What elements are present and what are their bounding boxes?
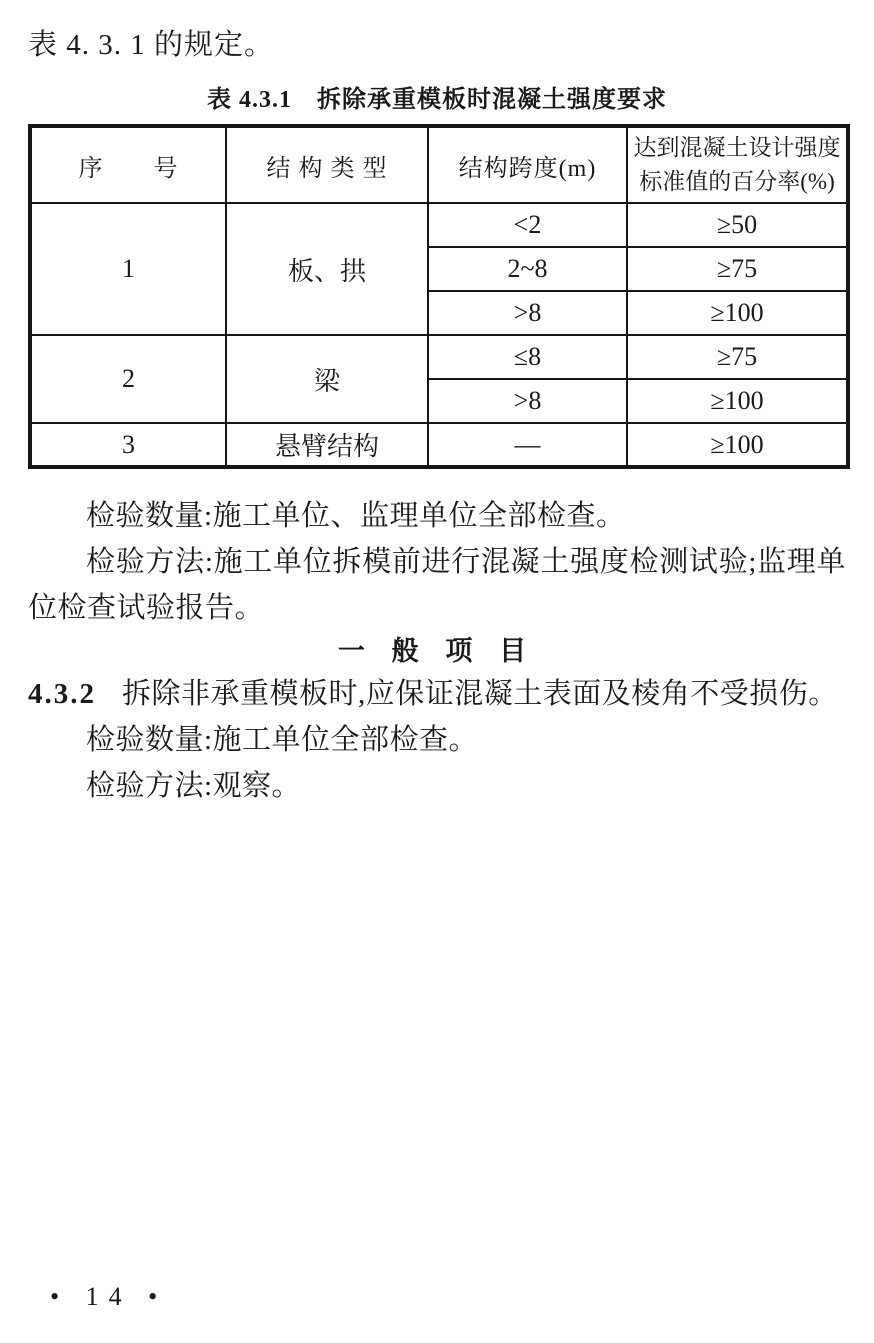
clause-text: 拆除非承重模板时,应保证混凝土表面及棱角不受损伤。 bbox=[122, 678, 838, 710]
clause-4-3-2 bbox=[28, 671, 846, 717]
cell-percent: ≥75 bbox=[627, 247, 848, 291]
cell-percent: ≥100 bbox=[627, 379, 848, 423]
cell-percent: ≥75 bbox=[627, 335, 848, 379]
inspection-method-1: 检验方法:施工单位拆模前进行混凝土强度检测试验;监理单位检查试验报告。 bbox=[28, 546, 846, 624]
table-header-row bbox=[30, 126, 848, 203]
cell-type-beam: 梁 bbox=[226, 335, 428, 423]
cell-span: <2 bbox=[428, 203, 627, 247]
table-row bbox=[30, 203, 848, 247]
inspection-quantity-1: 检验数量:施工单位、监理单位全部检查。 bbox=[86, 500, 626, 532]
cell-percent: ≥100 bbox=[627, 291, 848, 335]
concrete-strength-table bbox=[28, 124, 850, 469]
section-heading-general-items: 一 般 项 目 bbox=[337, 636, 537, 666]
cell-span: — bbox=[428, 423, 627, 467]
cell-span: 2~8 bbox=[428, 247, 627, 291]
cell-seq-1: 1 bbox=[30, 203, 226, 335]
table-row bbox=[30, 423, 848, 467]
col-header-seq: 序 号 bbox=[30, 126, 226, 203]
inspection-quantity-2: 检验数量:施工单位全部检查。 bbox=[86, 724, 479, 756]
col-header-structure-span: 结构跨度(m) bbox=[428, 126, 627, 203]
cell-span: >8 bbox=[428, 291, 627, 335]
cell-type-cantilever: 悬臂结构 bbox=[226, 423, 428, 467]
cell-span: >8 bbox=[428, 379, 627, 423]
table-header bbox=[30, 126, 848, 203]
cell-seq-2: 2 bbox=[30, 335, 226, 423]
intro-text: 表 4. 3. 1 的规定。 bbox=[28, 29, 275, 61]
col-header-structure-type: 结 构 类 型 bbox=[226, 126, 428, 203]
inspection-method-2: 检验方法:观察。 bbox=[86, 770, 302, 802]
table-title: 表 4.3.1 拆除承重模板时混凝土强度要求 bbox=[207, 87, 667, 113]
table-row bbox=[30, 335, 848, 379]
cell-span: ≤8 bbox=[428, 335, 627, 379]
clause-number: 4.3.2 bbox=[28, 678, 96, 710]
page-number: • 14 • bbox=[50, 1282, 168, 1311]
cell-type-slab-arch: 板、拱 bbox=[226, 203, 428, 335]
table-body bbox=[30, 203, 848, 467]
col-header-strength-percent: 达到混凝土设计强度标准值的百分率(%) bbox=[627, 126, 848, 203]
cell-percent: ≥100 bbox=[627, 423, 848, 467]
cell-seq-3: 3 bbox=[30, 423, 226, 467]
cell-percent: ≥50 bbox=[627, 203, 848, 247]
